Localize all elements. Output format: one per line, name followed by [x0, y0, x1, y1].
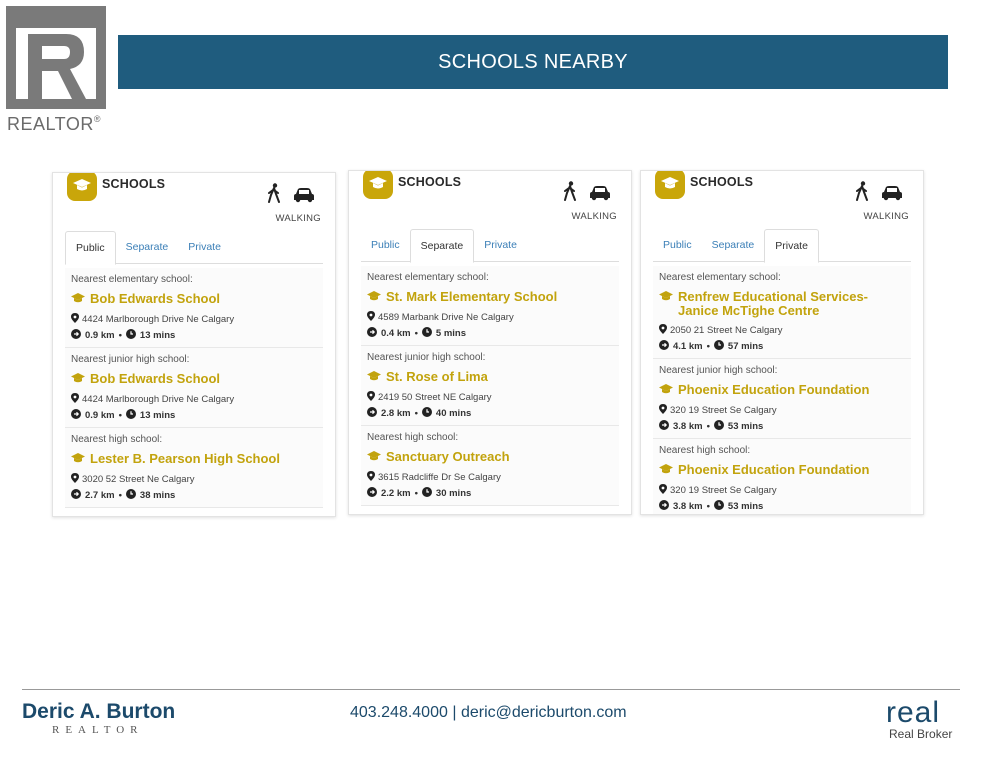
map-pin-icon — [659, 324, 667, 337]
tab-public[interactable]: Public — [663, 239, 692, 251]
school-name[interactable]: Bob Edwards School — [90, 291, 221, 306]
travel-mode-label: WALKING — [275, 213, 321, 224]
school-address: 320 19 Street Se Calgary — [670, 405, 777, 416]
school-address: 4589 Marbank Drive Ne Calgary — [378, 312, 514, 323]
list-item: Nearest elementary school: St. Mark Elementary School 4589 Marbank Drive Ne Calgary 0.4 km • 5 mins — [361, 266, 619, 346]
section-label: Nearest elementary school: — [71, 274, 193, 285]
agent-role: REALTOR — [52, 724, 144, 736]
distance: 2.2 km — [381, 488, 411, 499]
school-link[interactable] — [71, 292, 317, 307]
walking-icon[interactable] — [267, 183, 281, 203]
travel-time: 53 mins — [727, 501, 764, 512]
travel-mode-label: WALKING — [863, 211, 909, 222]
travel-time: 40 mins — [435, 408, 472, 419]
school-name[interactable]: Lester B. Pearson High School — [90, 451, 280, 466]
list-item: Nearest high school: Lester B. Pearson High School 3020 52 Street Ne Calgary 2.7 km • 38 mins — [65, 428, 323, 508]
school-name[interactable]: St. Rose of Lima — [386, 369, 488, 384]
card-title: SCHOOLS — [102, 177, 166, 191]
school-link[interactable] — [71, 372, 317, 387]
travel-time: 57 mins — [727, 341, 764, 352]
map-pin-icon — [659, 484, 667, 497]
school-type-tabs — [361, 229, 619, 262]
school-link[interactable] — [367, 290, 613, 305]
contact-separator: | — [452, 704, 457, 721]
car-icon[interactable] — [589, 185, 611, 201]
school-link[interactable] — [71, 452, 317, 467]
school-address: 2050 21 Street Ne Calgary — [670, 325, 783, 336]
walking-icon[interactable] — [855, 181, 869, 201]
school-address: 3615 Radcliffe Dr Se Calgary — [378, 472, 501, 483]
tab-public[interactable]: Public — [371, 239, 400, 251]
school-link[interactable] — [659, 463, 905, 478]
distance: 4.1 km — [673, 341, 703, 352]
graduation-cap-icon — [71, 292, 85, 307]
card-title: SCHOOLS — [690, 175, 754, 189]
clock-icon — [714, 340, 724, 353]
clock-icon — [422, 327, 432, 340]
distance: 0.9 km — [85, 330, 115, 341]
card-title: SCHOOLS — [398, 175, 462, 189]
school-link[interactable] — [659, 383, 905, 398]
realtor-logo-icon — [6, 6, 106, 109]
school-badge-icon — [363, 170, 393, 199]
distance: 3.8 km — [673, 501, 703, 512]
school-badge-icon — [655, 170, 685, 199]
tab-private[interactable]: Private — [764, 229, 819, 263]
graduation-cap-icon — [367, 450, 381, 465]
tab-separate[interactable]: Separate — [410, 229, 475, 263]
map-pin-icon — [367, 391, 375, 404]
email-link[interactable]: deric@dericburton.com — [460, 704, 627, 721]
list-item: Nearest junior high school: St. Rose of Lima 2419 50 Street NE Calgary 2.8 km • 40 mins — [361, 346, 619, 426]
graduation-cap-icon — [659, 383, 673, 398]
section-label: Nearest high school: — [71, 434, 163, 445]
map-pin-icon — [71, 313, 79, 326]
walking-icon[interactable] — [563, 181, 577, 201]
contact-info — [350, 704, 627, 722]
map-pin-icon — [71, 393, 79, 406]
realtor-wordmark: REALTOR® — [7, 114, 101, 134]
graduation-cap-icon — [71, 452, 85, 467]
school-name[interactable]: St. Mark Elementary School — [386, 289, 558, 304]
graduation-cap-icon — [71, 372, 85, 387]
section-label: Nearest elementary school: — [367, 272, 489, 283]
page-title: SCHOOLS NEARBY — [438, 50, 628, 73]
tab-separate[interactable]: Separate — [125, 241, 169, 253]
section-label: Nearest junior high school: — [71, 354, 190, 365]
school-address: 4424 Marlborough Drive Ne Calgary — [82, 394, 235, 405]
travel-mode-label: WALKING — [571, 211, 617, 222]
clock-icon — [126, 329, 136, 342]
agent-name: Deric A. Burton — [22, 700, 176, 723]
school-name[interactable]: Phoenix Education Foundation — [678, 462, 870, 477]
school-link[interactable] — [659, 290, 905, 318]
list-item: Nearest high school: Sanctuary Outreach 3615 Radcliffe Dr Se Calgary 2.2 km • 30 mins — [361, 426, 619, 506]
schools-card-separate — [348, 170, 632, 515]
school-type-tabs — [653, 229, 911, 262]
school-link[interactable] — [367, 370, 613, 385]
list-item: Nearest elementary school: Renfrew Educational Services-Janice McTighe Centre 2050 21 Street Ne Calgary 4.1 km • 57 mins — [653, 266, 911, 359]
map-pin-icon — [367, 311, 375, 324]
map-pin-icon — [367, 471, 375, 484]
realtor-logo — [6, 6, 118, 134]
schools-card-private — [640, 170, 924, 515]
school-address: 2419 50 Street NE Calgary — [378, 392, 492, 403]
school-address: 3020 52 Street Ne Calgary — [82, 474, 195, 485]
distance: 0.9 km — [85, 410, 115, 421]
school-address: 320 19 Street Se Calgary — [670, 485, 777, 496]
list-item: Nearest high school: Phoenix Education Foundation 320 19 Street Se Calgary 3.8 km • 53 mins — [653, 439, 911, 515]
school-name[interactable]: Sanctuary Outreach — [386, 449, 510, 464]
schools-card-public — [52, 172, 336, 517]
clock-icon — [714, 500, 724, 513]
school-name[interactable]: Phoenix Education Foundation — [678, 382, 870, 397]
distance: 3.8 km — [673, 421, 703, 432]
clock-icon — [422, 407, 432, 420]
travel-time: 13 mins — [139, 330, 176, 341]
car-icon[interactable] — [293, 187, 315, 203]
section-label: Nearest elementary school: — [659, 272, 781, 283]
tab-separate[interactable]: Separate — [711, 239, 755, 251]
direction-icon — [659, 340, 669, 353]
school-name[interactable]: Renfrew Educational Services-Janice McTighe Centre — [678, 289, 869, 318]
list-item: Nearest junior high school: Phoenix Education Foundation 320 19 Street Se Calgary 3.8 km • 53 mins — [653, 359, 911, 439]
direction-icon — [71, 489, 81, 502]
footer-divider — [22, 689, 960, 690]
car-icon[interactable] — [881, 185, 903, 201]
tab-private[interactable]: Private — [188, 241, 221, 253]
section-label: Nearest junior high school: — [659, 365, 778, 376]
direction-icon — [71, 409, 81, 422]
brokerage-name: Real Broker — [889, 727, 953, 741]
school-badge-icon — [67, 172, 97, 201]
page-title-banner — [118, 35, 948, 89]
direction-icon — [71, 329, 81, 342]
list-item: Nearest junior high school: Bob Edwards School 4424 Marlborough Drive Ne Calgary 0.9 km • 13 mins — [65, 348, 323, 428]
graduation-cap-icon — [367, 290, 381, 305]
school-type-tabs — [65, 231, 323, 264]
travel-time: 5 mins — [435, 328, 467, 339]
section-label: Nearest junior high school: — [367, 352, 486, 363]
list-item: Nearest elementary school: Bob Edwards School 4424 Marlborough Drive Ne Calgary 0.9 km • 13 mins — [65, 268, 323, 348]
school-link[interactable] — [367, 450, 613, 465]
graduation-cap-icon — [659, 290, 673, 318]
section-label: Nearest high school: — [367, 432, 459, 443]
distance: 2.7 km — [85, 490, 115, 501]
direction-icon — [367, 407, 377, 420]
map-pin-icon — [659, 404, 667, 417]
travel-time: 53 mins — [727, 421, 764, 432]
clock-icon — [126, 489, 136, 502]
direction-icon — [367, 487, 377, 500]
clock-icon — [422, 487, 432, 500]
map-pin-icon — [71, 473, 79, 486]
graduation-cap-icon — [367, 370, 381, 385]
clock-icon — [714, 420, 724, 433]
clock-icon — [126, 409, 136, 422]
distance: 0.4 km — [381, 328, 411, 339]
school-address: 4424 Marlborough Drive Ne Calgary — [82, 314, 235, 325]
travel-time: 38 mins — [139, 490, 176, 501]
graduation-cap-icon — [659, 463, 673, 478]
brokerage-logo: real — [886, 696, 941, 729]
travel-time: 13 mins — [139, 410, 176, 421]
phone-link[interactable]: 403.248.4000 — [350, 704, 448, 721]
tab-public[interactable]: Public — [65, 231, 116, 265]
direction-icon — [659, 420, 669, 433]
direction-icon — [367, 327, 377, 340]
school-name[interactable]: Bob Edwards School — [90, 371, 221, 386]
distance: 2.8 km — [381, 408, 411, 419]
direction-icon — [659, 500, 669, 513]
tab-private[interactable]: Private — [484, 239, 517, 251]
section-label: Nearest high school: — [659, 445, 751, 456]
travel-time: 30 mins — [435, 488, 472, 499]
